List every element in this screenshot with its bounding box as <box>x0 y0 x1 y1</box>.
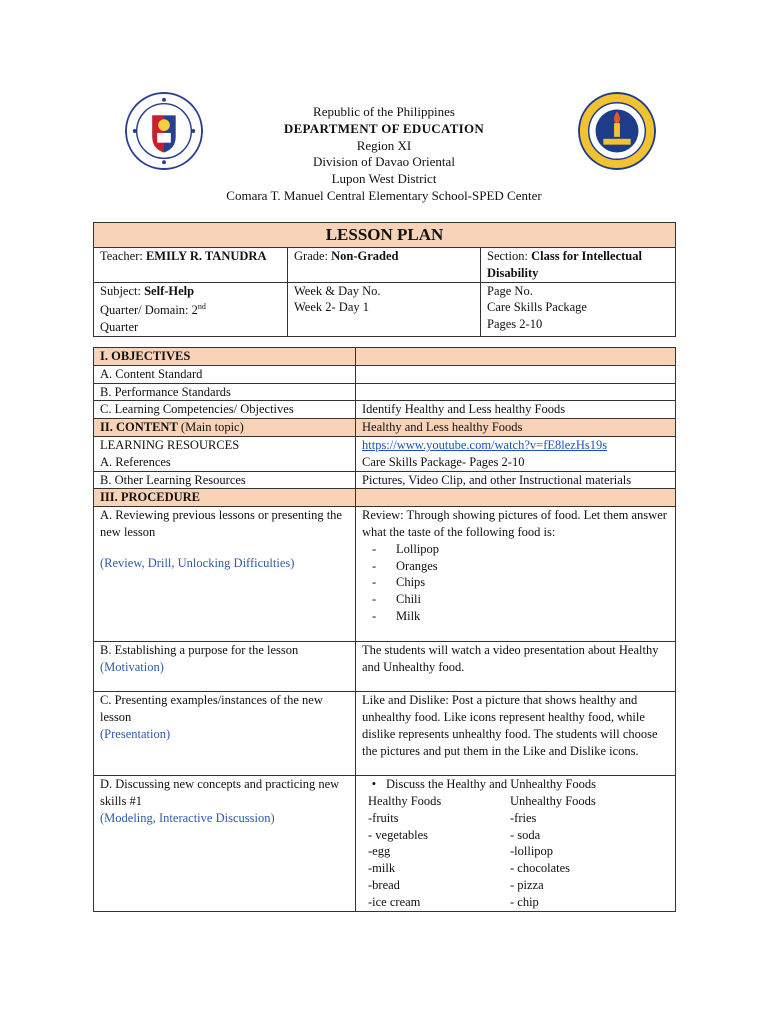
unhealthy-food-item: - chocolates <box>510 861 571 876</box>
discussion-label: D. Discussing new concepts and practicing new skills #1 <box>100 777 340 808</box>
foods-grid <box>362 793 669 911</box>
resources-cell <box>94 436 356 471</box>
lesson-procedure-table <box>93 347 676 912</box>
section-cell <box>481 248 676 283</box>
presentation-value: Like and Dislike: Post a picture that shows healthy and unhealthy food. Like icons represent healthy food, while dislike represents unhealthy food. The students will choose the pictures and put them in the Like and Dislike icons. <box>356 692 676 776</box>
grade-cell <box>288 248 481 283</box>
healthy-food-item: -fruits <box>368 810 399 825</box>
references-value: Care Skills Package- Pages 2-10 <box>362 454 525 469</box>
unhealthy-food-item: - pizza <box>510 877 544 892</box>
procedure-heading: III. PROCEDURE <box>94 489 356 507</box>
healthy-food-item: -bread <box>368 877 400 892</box>
grade-value: Non-Graded <box>331 249 399 263</box>
lesson-plan-title: LESSON PLAN <box>94 223 676 248</box>
content-heading-bold: II. CONTENT <box>100 420 178 435</box>
motivation-value: The students will watch a video presentation about Healthy and Unhealthy food. <box>356 642 676 692</box>
region-line: Region XI <box>356 137 412 153</box>
performance-standards-label: B. Performance Standards <box>94 383 356 401</box>
unhealthy-food-item: - soda <box>510 827 541 842</box>
page-label: Page No. <box>487 283 533 298</box>
competencies-label: C. Learning Competencies/ Objectives <box>94 401 356 419</box>
document-header <box>0 104 768 205</box>
quarter-end: Quarter <box>100 320 139 335</box>
content-heading-rest: (Main topic) <box>177 420 244 435</box>
unhealthy-food-item: -fries <box>510 810 537 825</box>
unhealthy-food-item: -lollipop <box>510 844 554 859</box>
references-label: A. References <box>100 454 171 469</box>
other-resources-value: Pictures, Video Clip, and other Instructional materials <box>356 471 676 489</box>
page-package: Care Skills Package <box>487 300 587 315</box>
discussion-value-cell <box>356 776 676 911</box>
subject-label: Subject: <box>100 283 145 298</box>
section-value: Class for Intellectual Disability <box>487 249 642 280</box>
discussion-label-cell <box>94 776 356 911</box>
motivation-label-cell <box>94 642 356 692</box>
other-resources-label: B. Other Learning Resources <box>94 471 356 489</box>
review-value-cell <box>356 507 676 642</box>
competencies-value: Identify Healthy and Less healthy Foods <box>356 401 676 419</box>
school-line: Comara T. Manuel Central Elementary School-SPED Center <box>226 187 542 203</box>
list-item: - Chili <box>372 591 669 608</box>
review-label-cell <box>94 507 356 642</box>
healthy-foods-heading: Healthy Foods <box>368 793 442 808</box>
division-line: Division of Davao Oriental <box>313 154 455 170</box>
teacher-name: EMILY R. TANUDRA <box>145 249 267 263</box>
presentation-label: C. Presenting examples/instances of the new lesson <box>100 693 323 724</box>
discussion-sub: (Modeling, Interactive Discussion) <box>100 810 275 825</box>
unhealthy-food-item: - chip <box>510 894 539 909</box>
week-cell <box>288 282 481 337</box>
lesson-info-table <box>93 222 676 337</box>
list-item: - Lollipop <box>372 541 669 558</box>
list-item: - Chips <box>372 574 669 591</box>
healthy-food-item: - vegetables <box>368 827 429 842</box>
content-heading <box>94 419 356 437</box>
content-standard-label: A. Content Standard <box>94 365 356 383</box>
learning-resources-label: LEARNING RESOURCES <box>100 437 240 452</box>
content-topic: Healthy and Less healthy Foods <box>356 419 676 437</box>
presentation-label-cell <box>94 692 356 776</box>
quarter-ordinal: nd <box>197 302 206 312</box>
resources-value-cell <box>356 436 676 471</box>
motivation-label: B. Establishing a purpose for the lesson <box>100 643 299 658</box>
department-line: DEPARTMENT OF EDUCATION <box>283 120 485 136</box>
list-item: - Oranges <box>372 558 669 575</box>
teacher-label: Teacher: <box>100 249 146 263</box>
republic-line: Republic of the Philippines <box>313 104 455 119</box>
quarter-label: Quarter/ Domain: 2 <box>100 303 198 318</box>
taste-food-list <box>362 541 669 625</box>
performance-standards-value <box>356 383 676 401</box>
unhealthy-foods-heading: Unhealthy Foods <box>510 793 596 808</box>
district-line: Lupon West District <box>331 171 437 187</box>
page-cell <box>481 282 676 337</box>
list-item: - Milk <box>372 608 669 625</box>
review-value: Review: Through showing pictures of food. Let them answer what the taste of the following food is: <box>362 508 667 539</box>
healthy-food-item: -milk <box>368 861 396 876</box>
section-label: Section: <box>487 249 532 263</box>
presentation-sub: (Presentation) <box>100 726 171 741</box>
objectives-heading-blank <box>356 348 676 366</box>
week-value: Week 2- Day 1 <box>294 300 370 315</box>
grade-label: Grade: <box>294 249 332 263</box>
healthy-food-item: -ice cream <box>368 894 421 909</box>
subject-value: Self-Help <box>144 283 195 298</box>
content-standard-value <box>356 365 676 383</box>
discussion-bullet: • Discuss the Healthy and Unhealthy Foods <box>362 776 669 793</box>
youtube-link[interactable]: https://www.youtube.com/watch?v=fE8lezHs19s <box>362 437 608 452</box>
healthy-food-item: -egg <box>368 844 391 859</box>
procedure-heading-blank <box>356 489 676 507</box>
subject-cell <box>94 282 288 337</box>
objectives-heading: I. OBJECTIVES <box>94 348 356 366</box>
teacher-cell <box>94 248 288 283</box>
motivation-sub: (Motivation) <box>100 659 164 674</box>
week-label: Week & Day No. <box>294 283 381 298</box>
review-label: A. Reviewing previous lessons or presenting the new lesson <box>100 508 342 539</box>
page-range: Pages 2-10 <box>487 317 543 332</box>
review-sub: (Review, Drill, Unlocking Difficulties) <box>100 555 295 570</box>
